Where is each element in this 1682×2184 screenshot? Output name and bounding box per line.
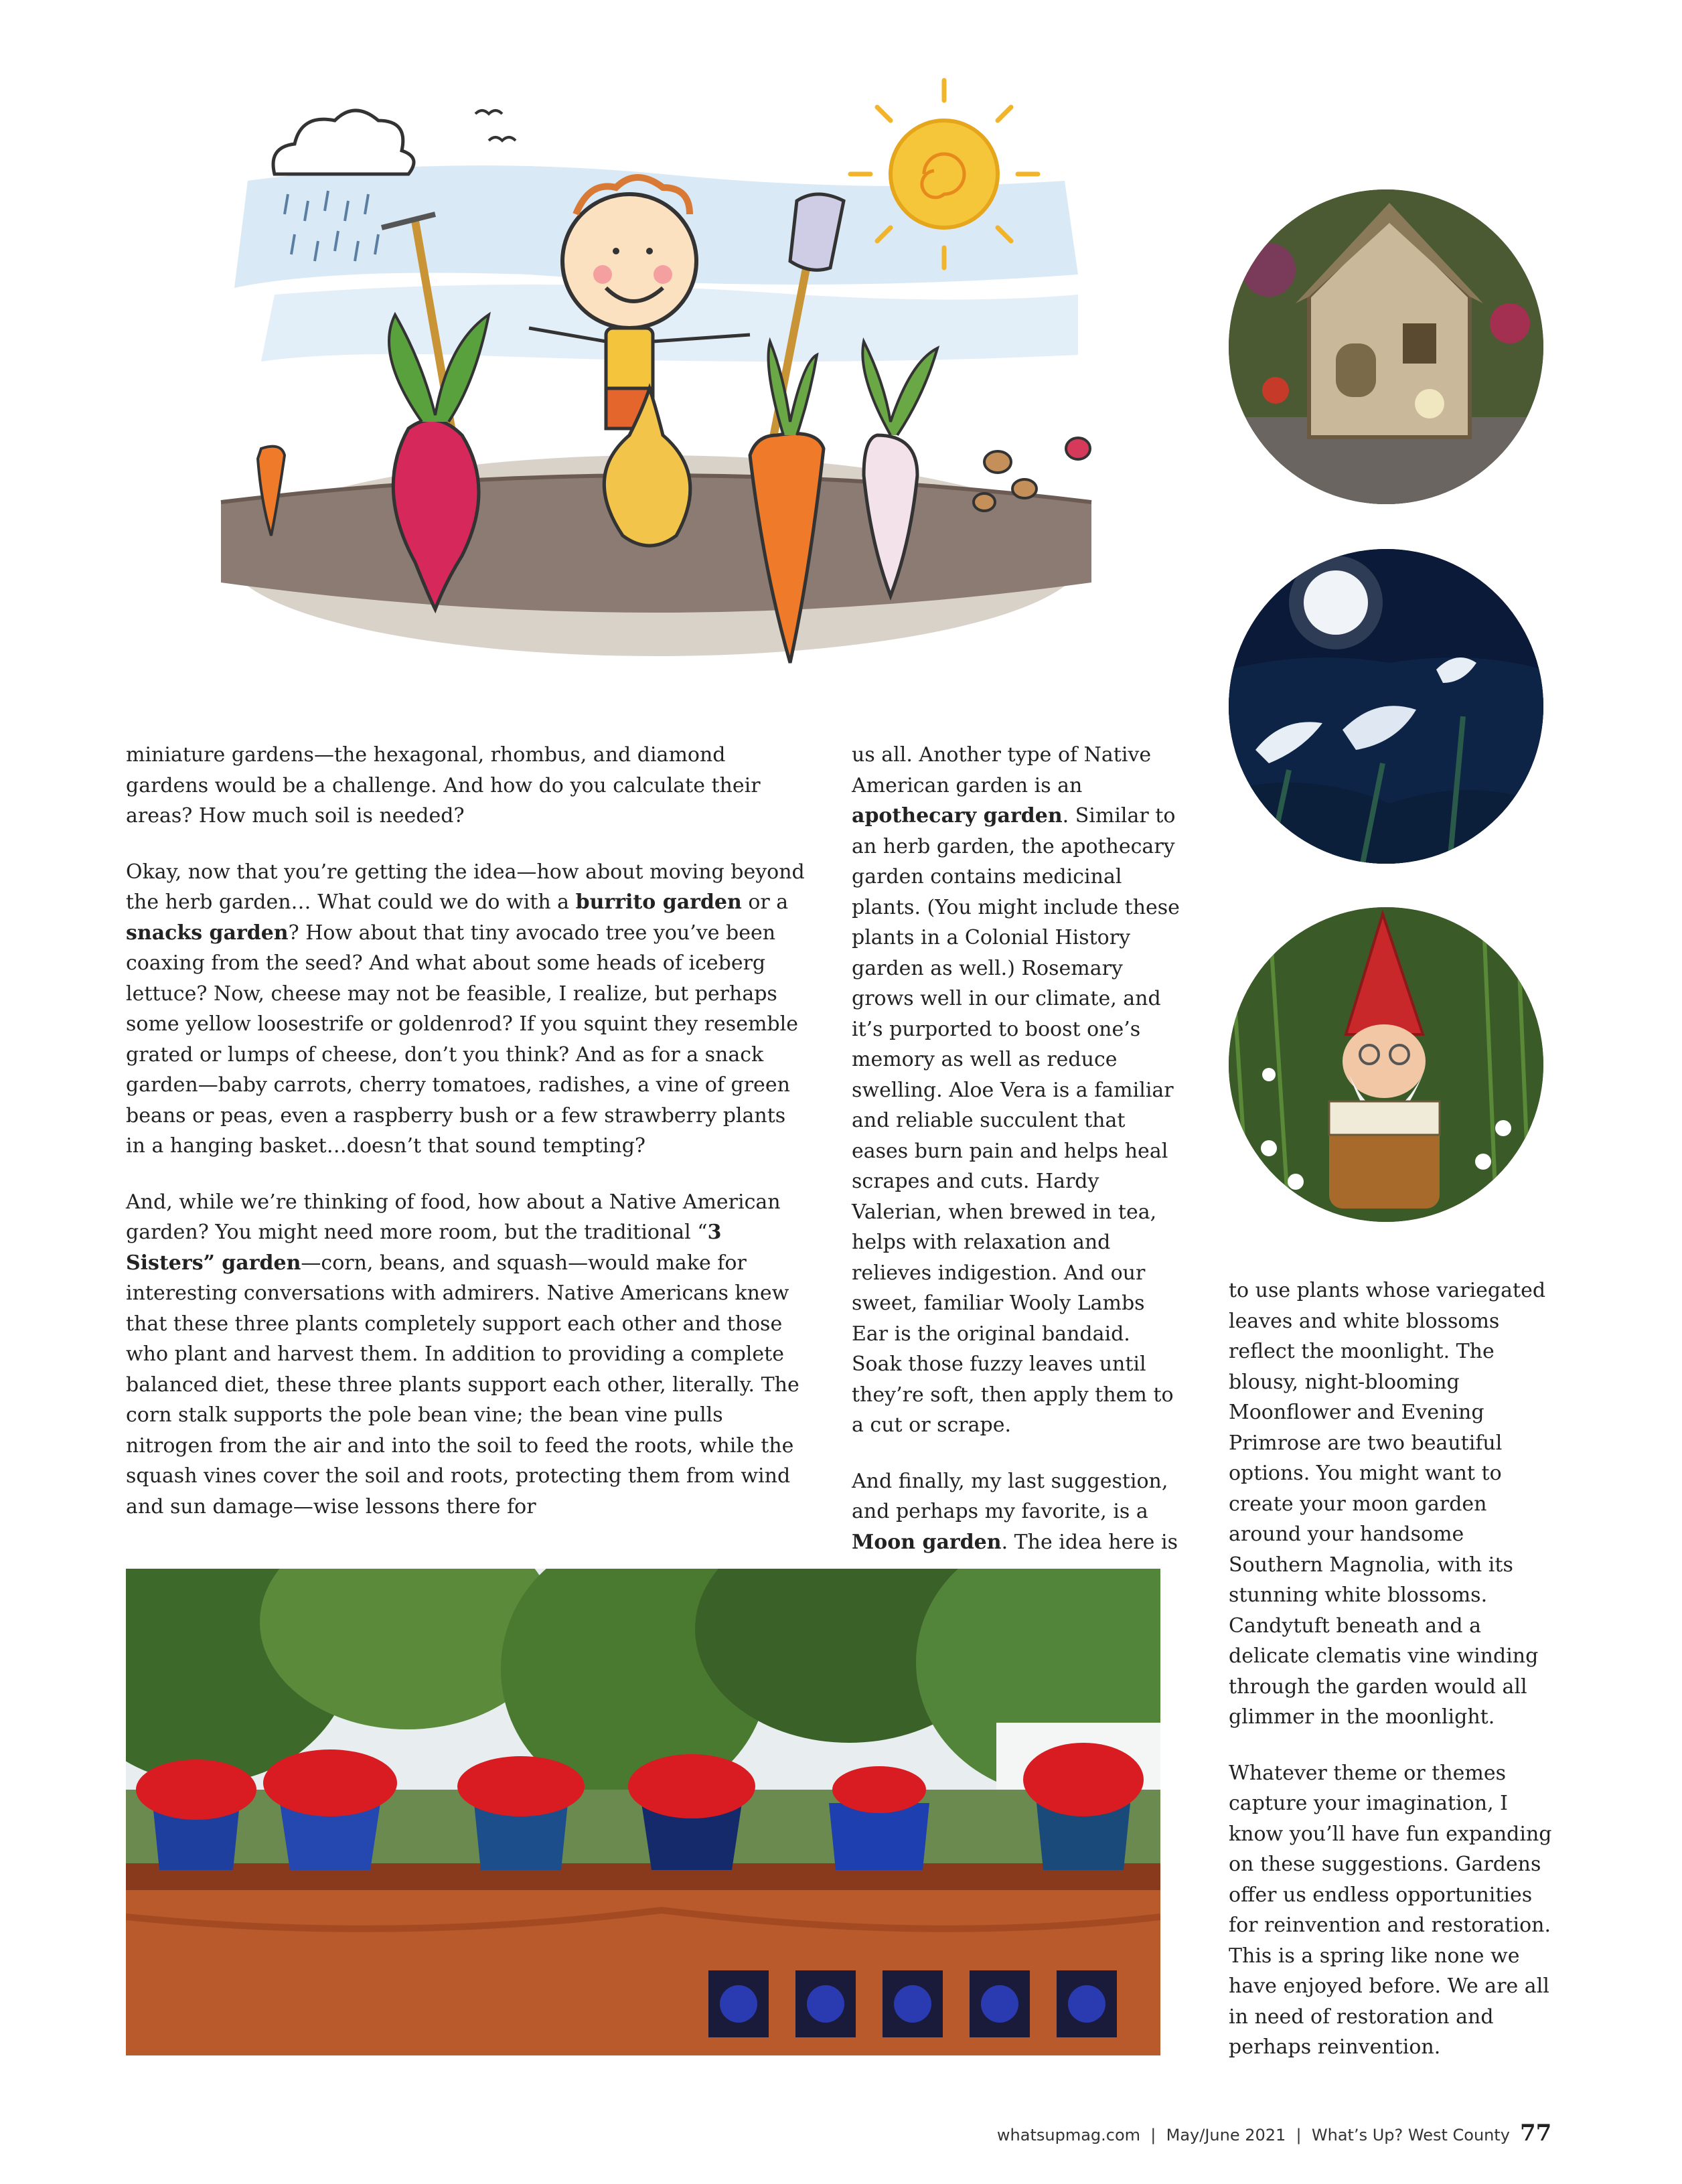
paragraph — [1229, 1758, 1557, 2063]
paragraph — [126, 740, 809, 832]
text-column-3 — [1229, 1275, 1557, 2088]
bold-term: snacks garden — [126, 921, 289, 945]
moon-garden-photo — [1229, 549, 1543, 864]
bold-term: apothecary garden — [852, 804, 1063, 828]
bold-term: burrito garden — [575, 890, 742, 914]
paragraph-text: us all. Another type of Native American garden is an — [852, 743, 1152, 797]
footer-text: whatsupmag.com | May/June 2021 | What’s Up? West County — [996, 2126, 1510, 2144]
fairy-house-photo — [1229, 189, 1543, 504]
paragraph — [852, 740, 1187, 1441]
gnome-photo — [1229, 907, 1543, 1222]
bold-term: 3 Sisters” garden — [126, 1221, 722, 1275]
paragraph-text: Okay, now that you’re getting the idea—how about moving beyond the herb garden… What could we do with a — [126, 860, 805, 914]
bold-term: Moon garden — [852, 1530, 1002, 1554]
paragraph-text: or a — [741, 890, 789, 914]
text-column-2 — [852, 740, 1187, 1583]
page-number: 77 — [1520, 2120, 1552, 2147]
paragraph-text: And, while we’re thinking of food, how about a Native American garden? You might need more room, but the traditional “ — [126, 1190, 781, 1244]
paragraph — [126, 857, 809, 1162]
paragraph — [126, 1187, 809, 1523]
paragraph-text: —corn, beans, and squash—would make for interesting conversations with admirers. Native Americans knew that these three plants completely support each other and those who plant and harvest them. In addition to providing a complete balanced diet, these three plants support each other, literally. The corn stalk supports the pole bean vine; the bean vine pulls nitrogen from the air and into the soil to feed the roots, while the squash vines cover the soil and roots, protecting them from wind and sun damage—wise lessons there for — [126, 1251, 799, 1518]
paragraph-text: to use plants whose variegated leaves and white blossoms reflect the moonlight. The blousy, night-blooming Moonflower and Evening Primrose are two beautiful options. You might want to create your moon garden around your handsome Southern Magnolia, with its stunning white blossoms. Candytuft beneath and a delicate clematis vine winding through the garden would all glimmer in the moonlight. — [1229, 1279, 1546, 1729]
paragraph-text: . The idea here is — [1001, 1530, 1178, 1554]
paragraph — [852, 1466, 1187, 1558]
paragraph-text: . Similar to an herb garden, the apothecary garden contains medicinal plants. (You might include these plants in a Colonial History garden as well.) Rosemary grows well in our climate, and it’s purported to boost one’s memory as well as reduce swelling. Aloe Vera is a familiar and reliable succulent that eases burn pain and helps heal scrapes and cuts. Hardy Valerian, when brewed in tea, helps with relaxation and relieves indigestion. And our sweet, familiar Wooly Lambs Ear is the original bandaid. Soak those fuzzy leaves until they’re soft, then apply them to a cut or scrape. — [852, 804, 1180, 1437]
paragraph-text: Whatever theme or themes capture your imagination, I know you’ll have fun expanding on these suggestions. Gardens offer us endless opportunities for reinvention and restoration. This is a spring like none we have enjoyed before. We are all in need of restoration and perhaps reinvention. — [1229, 1761, 1552, 2059]
paragraph — [1229, 1275, 1557, 1733]
text-column-1 — [126, 740, 809, 1547]
paragraph-text: And finally, my last suggestion, and perhaps my favorite, is a — [852, 1469, 1168, 1523]
flower-pots-photo — [126, 1569, 1160, 2055]
garden-cartoon-illustration — [194, 74, 1132, 690]
paragraph-text: miniature gardens—the hexagonal, rhombus, and diamond gardens would be a challenge. And how do you calculate their areas? How much soil is needed? — [126, 743, 761, 828]
paragraph-text: ? How about that tiny avocado tree you’ve been coaxing from the seed? And what about some heads of iceberg lettuce? Now, cheese may not be feasible, I realize, but perhaps some yellow loosestrife or goldenrod? If you squint they resemble grated or lumps of cheese, don’t you think? And as for a snack garden—baby carrots, cherry tomatoes, radishes, a vine of green beans or peas, even a raspberry bush or a few strawberry plants in a hanging basket…doesn’t that sound tempting? — [126, 921, 798, 1158]
